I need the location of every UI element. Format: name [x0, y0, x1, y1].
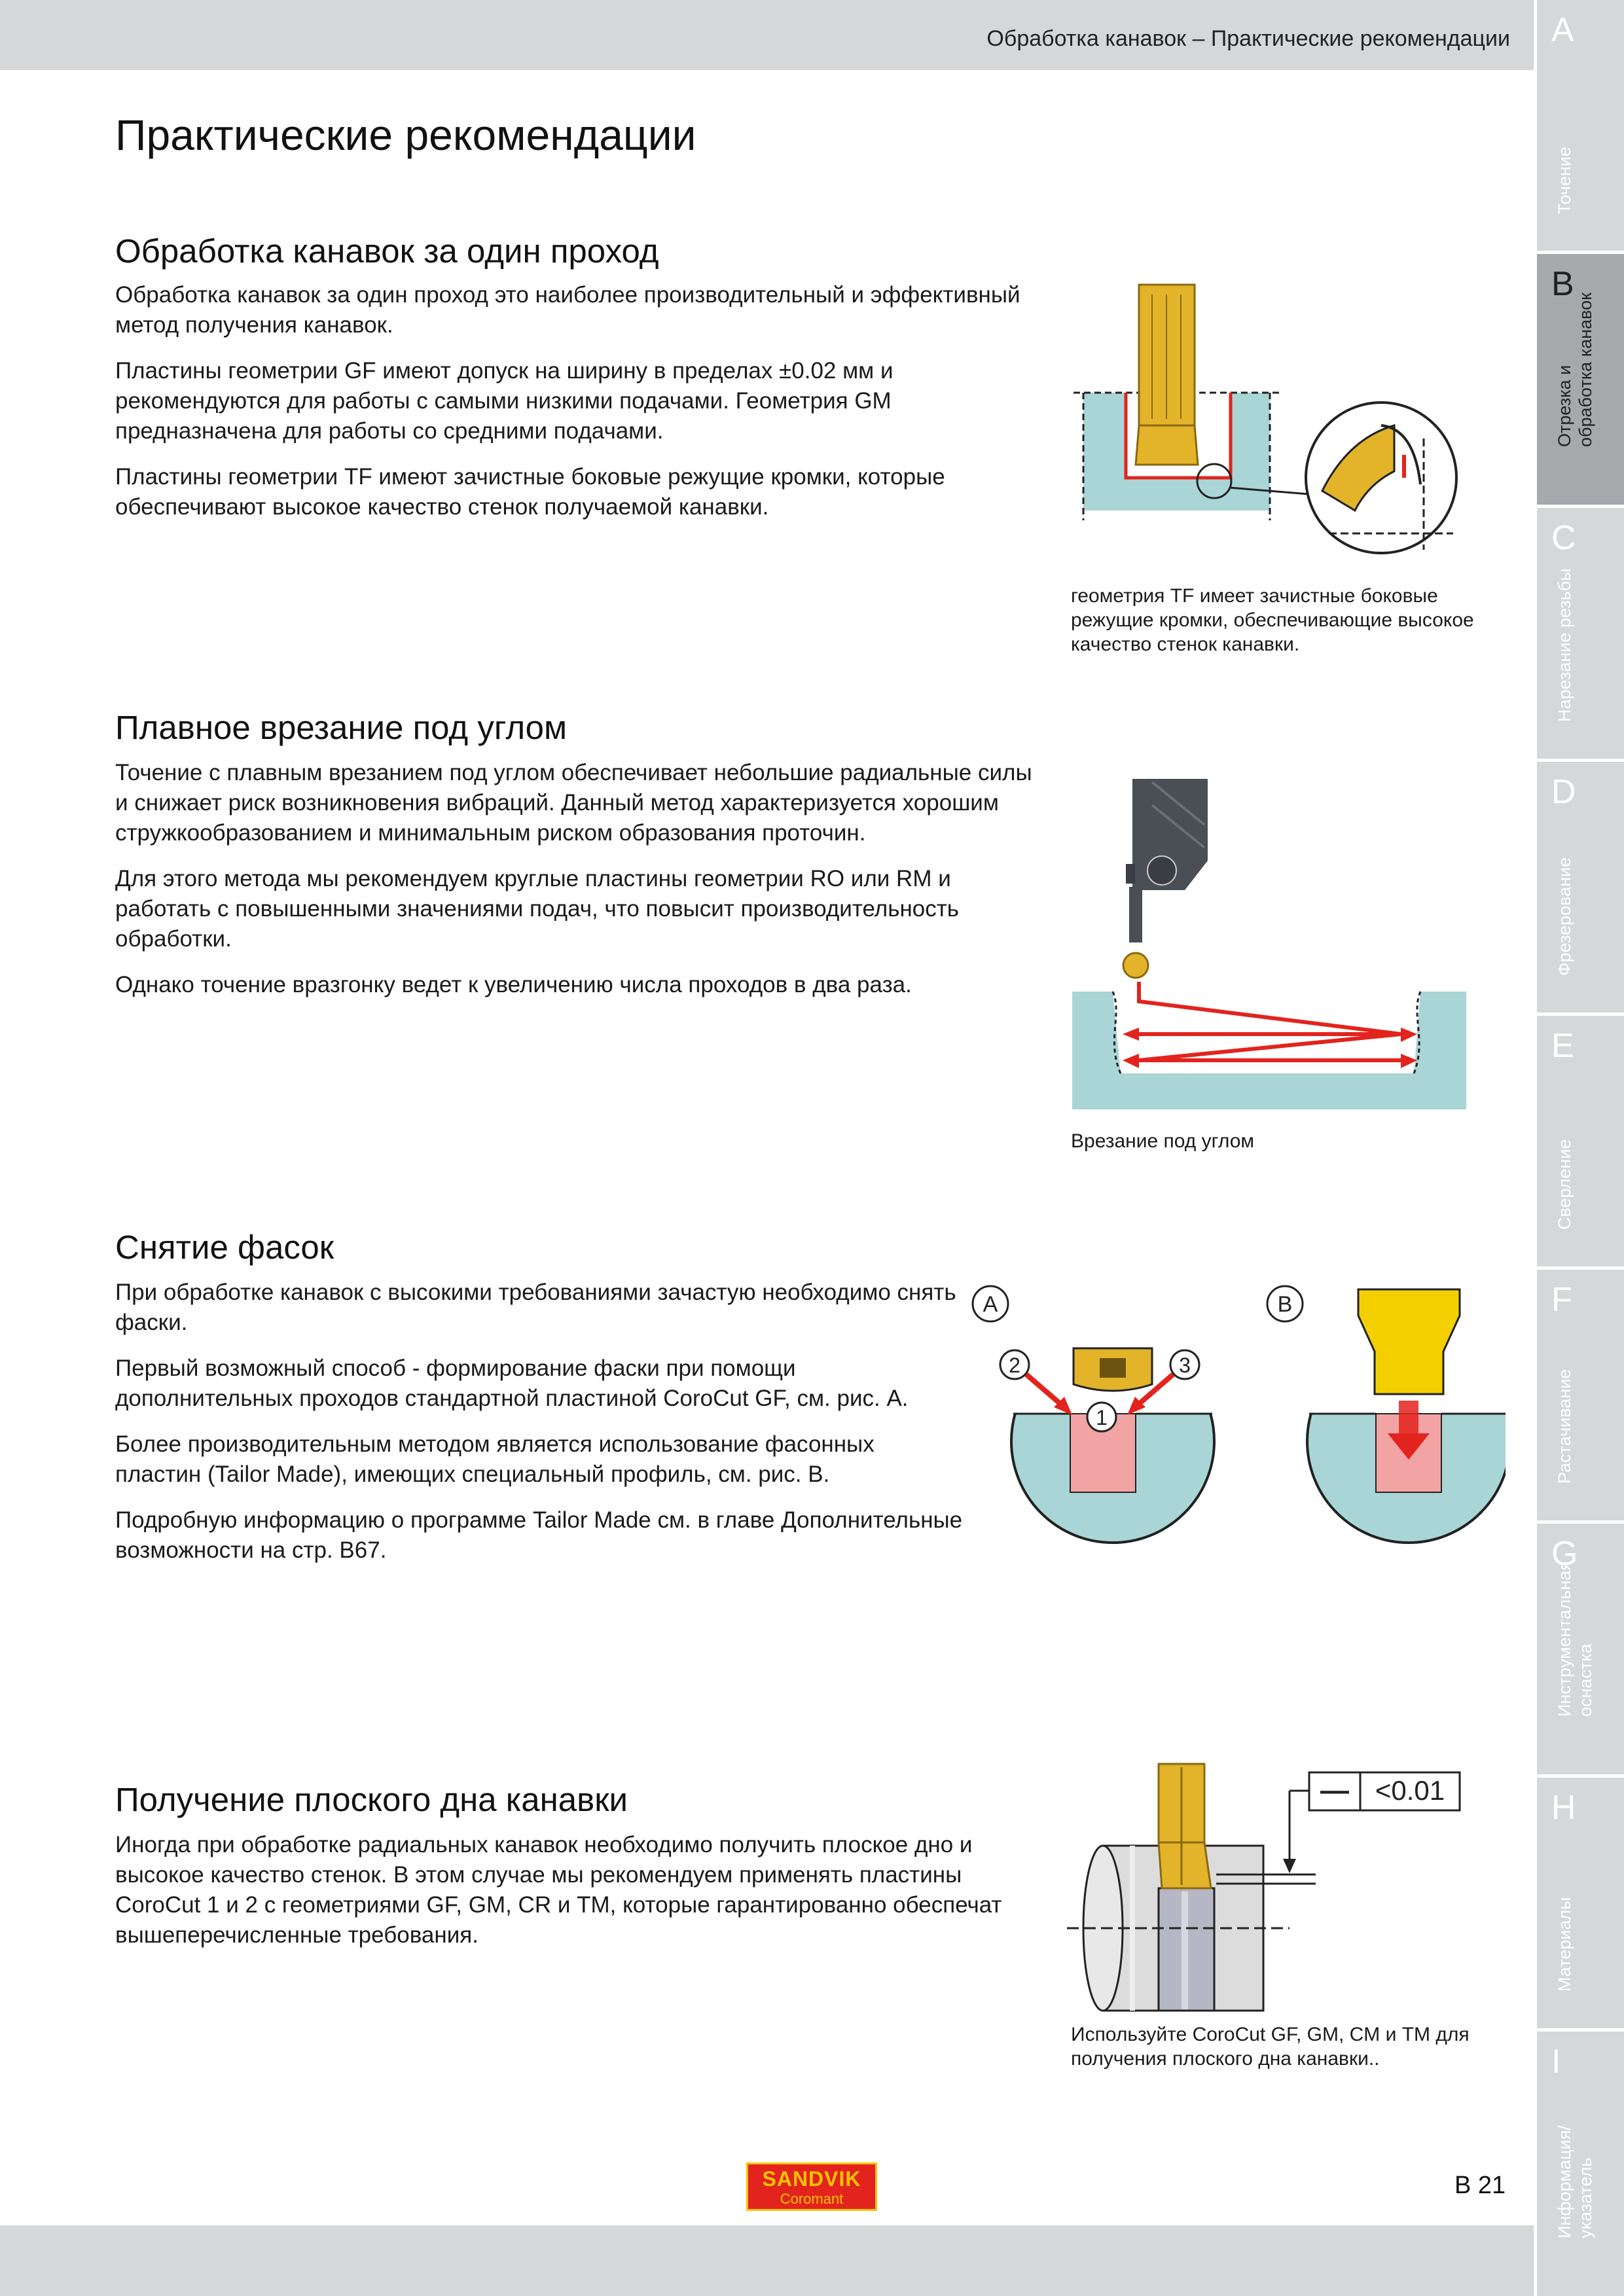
tab-letter: G	[1551, 1535, 1578, 1573]
figure-caption: Используйте CoroCut GF, GM, CM и TM для получения плоского дна канавки..	[1071, 2024, 1470, 2070]
section-heading: Снятие фасок	[115, 1229, 334, 1266]
paragraph: При обработке канавок с высокими требованиями зачастую необходимо снять фаски.	[115, 1280, 956, 1335]
figure-caption: Врезание под углом	[1071, 1130, 1255, 1152]
callout-2: 2	[1009, 1354, 1020, 1377]
workpiece	[1072, 992, 1466, 1109]
paragraph: Иногда при обработке радиальных канавок необходимо получить плоское дно и высокое качество стенок. В этом случае мы рекомендуем применять пластины CoroCut 1 и 2 с геометриями GF, GM, CR и TM, которые гарантированно обеспечат вышеперечисленные требования.	[115, 1832, 1002, 1948]
tab-label: Фрезерование	[1555, 857, 1574, 976]
chapter-tabs	[1537, 0, 1624, 2296]
header-bar	[0, 0, 1534, 70]
paragraph: Обработка канавок за один проход это наиболее производительный и эффективный метод получения канавок.	[115, 282, 1020, 338]
tab-label	[1554, 1524, 1596, 1717]
paragraph: Пластины геометрии TF имеют зачистные боковые режущие кромки, которые обеспечивают высокое качество стенок получаемой канавки.	[115, 464, 945, 520]
callout-3: 3	[1179, 1354, 1191, 1377]
figure-caption: геометрия TF имеет зачистные боковые режущие кромки, обеспечивающие высокое качество стенок канавки.	[1071, 585, 1474, 655]
section-body	[115, 280, 1045, 538]
tab-label-text: Инструментальная оснастка	[1555, 1560, 1595, 1717]
flat-bottom-figure	[1067, 1761, 1473, 2022]
tab-letter: H	[1551, 1789, 1576, 1827]
section-heading: Получение плоского дна канавки	[115, 1781, 628, 1818]
paragraph: Первый возможный способ - формирование фаски при помощи дополнительных проходов стандартной пластиной CoroCut GF, см. рис. A.	[115, 1355, 909, 1411]
logo-top-text: SANDVIK	[762, 2167, 861, 2191]
figure-label-a: A	[983, 1292, 998, 1317]
tab-letter: E	[1551, 1027, 1574, 1065]
flatness-symbol: —	[1320, 1774, 1349, 1806]
callout-1: 1	[1096, 1406, 1108, 1429]
sandvik-coromant-logo	[746, 2162, 877, 2211]
section-heading: Обработка канавок за один проход	[115, 232, 659, 270]
paragraph: Пластины геометрии GF имеют допуск на ширину в пределах ±0.02 мм и рекомендуются для работы с самыми низкими подачами. Геометрия GM предназначена для работы со средними подачами.	[115, 358, 893, 444]
tab-i[interactable]	[1537, 2032, 1624, 2296]
chamfering-figure	[962, 1276, 1506, 1551]
tab-label-text: Отрезка и обработка канавок	[1555, 293, 1595, 447]
tab-letter: D	[1551, 773, 1576, 811]
tf-geometry-figure	[1067, 275, 1492, 576]
tab-h[interactable]	[1537, 1778, 1624, 2028]
ramping-figure	[1067, 772, 1473, 1113]
tab-c[interactable]	[1537, 508, 1624, 759]
paragraph: Более производительным методом является использование фасонных пластин (Tailor Made), имеющих специальный профиль, см. рис. B.	[115, 1431, 875, 1487]
page-number: B 21	[1454, 2172, 1506, 2199]
page-title: Практические рекомендации	[115, 111, 696, 159]
tab-label: Точение	[1555, 147, 1574, 214]
footer-bar	[0, 2225, 1534, 2296]
tolerance-value: <0.01	[1375, 1775, 1445, 1806]
tab-letter: A	[1551, 11, 1574, 49]
paragraph: Подробную информацию о программе Tailor Made см. в главе Дополнительные возможности на стр. B67.	[115, 1507, 963, 1563]
section-body	[115, 758, 1045, 1016]
tab-label: Материалы	[1555, 1897, 1574, 1992]
tab-label: Нарезание резьбы	[1555, 568, 1574, 722]
section-body	[115, 1830, 1045, 1966]
tab-f[interactable]	[1537, 1270, 1624, 1520]
tab-g[interactable]	[1537, 1524, 1624, 1774]
logo-bottom-text: Coromant	[780, 2191, 844, 2207]
paragraph: Точение с плавным врезанием под углом обеспечивает небольшие радиальные силы и снижает риск возникновения вибраций. Данный метод характеризуется хорошим стружкообразованием и минимальным риском образования проточин.	[115, 760, 1032, 846]
tab-letter: B	[1551, 265, 1574, 303]
section-heading: Плавное врезание под углом	[115, 709, 568, 746]
tab-letter: C	[1551, 519, 1576, 557]
tab-d[interactable]	[1537, 762, 1624, 1013]
tab-e[interactable]	[1537, 1016, 1624, 1266]
tab-label: Растачивание	[1555, 1369, 1574, 1484]
tab-label	[1554, 2032, 1596, 2238]
breadcrumb: Обработка канавок – Практические рекомендации	[986, 26, 1510, 51]
tab-letter: I	[1551, 2043, 1561, 2081]
figure-label-b: B	[1277, 1292, 1293, 1317]
paragraph: Для этого метода мы рекомендуем круглые пластины геометрии RO или RM и работать с повышенными значениями подач, что повысит производительность обработки.	[115, 866, 960, 952]
round-insert	[1123, 953, 1148, 978]
paragraph: Однако точение вразгонку ведет к увеличению числа проходов в два раза.	[115, 972, 912, 997]
tab-label	[1554, 254, 1596, 447]
tab-label-text: Информация/ указатель	[1555, 2125, 1595, 2238]
tab-b[interactable]	[1537, 254, 1624, 505]
tab-letter: F	[1551, 1281, 1572, 1319]
tab-a[interactable]	[1537, 0, 1624, 251]
tab-label: Сверление	[1555, 1139, 1574, 1230]
section-body	[115, 1278, 966, 1581]
